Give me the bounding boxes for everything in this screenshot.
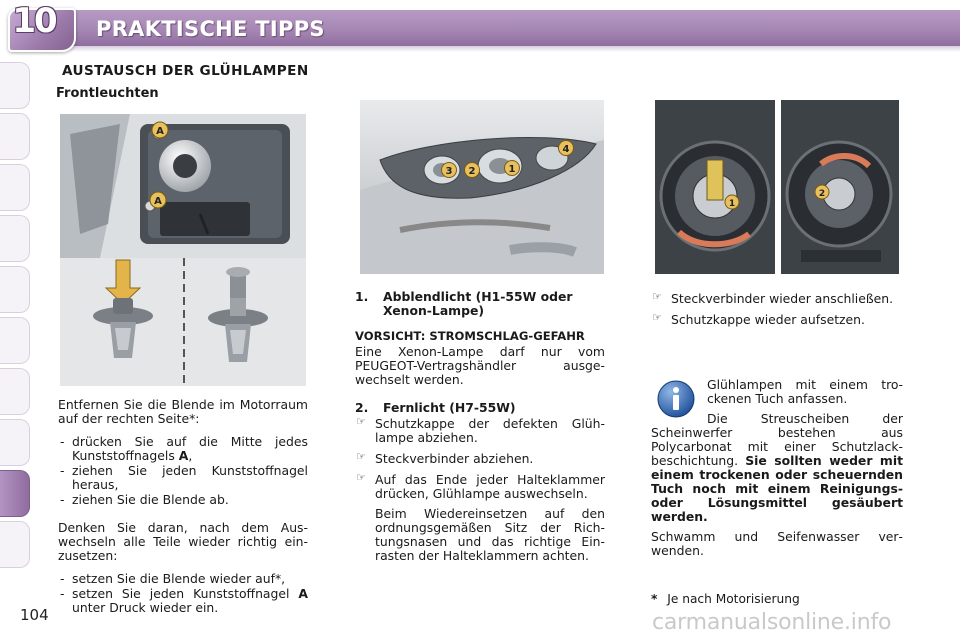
info-line-2-bold: Sie sollten weder mit einem trockenen oder scheuernden Tuch noch mit einem Reinigungs- oder Lösungsmittel gesäubert werden. [651, 453, 903, 525]
callout-1-rear [724, 194, 740, 210]
pointing-hand-icon: ☞ [356, 471, 366, 485]
bulb-housing-left-illustration [655, 100, 775, 274]
list-item [58, 572, 308, 586]
callout-4 [557, 139, 575, 157]
callout-2 [463, 161, 481, 179]
side-tab[interactable] [0, 62, 30, 109]
middle-column [355, 290, 605, 570]
step-text: setzen Sie jeden Kunststoffnagel [72, 586, 299, 602]
item-number: 1. [355, 289, 369, 304]
callout-a-bottom [148, 190, 168, 210]
step-text: Steckverbinder abziehen. [375, 451, 534, 467]
step-text-after: , [188, 448, 193, 464]
step-text: setzen Sie die Blende wieder auf*, [72, 571, 286, 587]
list-item [355, 452, 605, 466]
side-tab[interactable] [0, 164, 30, 211]
callout-3 [440, 161, 458, 179]
side-tab[interactable] [0, 215, 30, 262]
step-text: Schutzkappe wieder aufsetzen. [671, 312, 865, 328]
item-1-heading [355, 290, 605, 318]
dash-bullet: - [60, 571, 65, 587]
info-line-3: Schwamm und Seifenwasser verwenden. [651, 529, 903, 559]
callout-a-top [150, 120, 170, 140]
footnote-text: Je nach Motorisierung [667, 592, 800, 606]
footnote [651, 593, 800, 607]
clip-removal-illustration [60, 258, 306, 386]
list-item [651, 292, 903, 306]
dash-bullet: - [60, 492, 65, 508]
list-item [58, 464, 308, 492]
warning-text: Eine Xenon-Lampe darf nur vom PEUGEOT-Vertragshändler ausgewechselt werden. [355, 344, 605, 388]
side-tab[interactable] [0, 266, 30, 313]
callout-label: A [156, 126, 164, 137]
item-number: 2. [355, 400, 369, 416]
refit-steps [58, 572, 308, 615]
left-column [58, 398, 308, 624]
item-2-heading [355, 401, 605, 415]
pointing-hand-icon: ☞ [356, 415, 366, 429]
removal-steps [58, 435, 308, 507]
chapter-number: 10 [12, 1, 56, 41]
footnote-mark: * [651, 592, 658, 606]
headlight-illustration [360, 100, 604, 274]
step-text-bold: A [298, 586, 308, 602]
refit-intro: Denken Sie daran, nach dem Auswechseln alle Teile wieder richtig einzusetzen: [58, 520, 308, 564]
list-item [58, 435, 308, 463]
info-note [651, 378, 903, 564]
side-tab-active[interactable] [0, 470, 30, 517]
step-text: Steckverbinder wieder anschließen. [671, 291, 894, 306]
side-tab[interactable] [0, 521, 30, 568]
callout-label: 2 [818, 189, 826, 199]
list-item [355, 417, 605, 445]
list-item [58, 493, 308, 507]
side-tab[interactable] [0, 419, 30, 466]
step-continuation: Beim Wiedereinsetzen auf den ordnungsgemäßen Sitz der Richtungsnasen und das richtige Einrasten der Halteklammern achten. [375, 506, 605, 564]
bulb-housing-right-illustration [781, 100, 899, 274]
pointing-hand-icon: ☞ [356, 450, 366, 464]
step-text: drücken Sie auf die Mitte jedes Kunststoffnagels [72, 434, 308, 464]
step-text-after: unter Druck wieder ein. [72, 600, 219, 616]
dash-bullet: - [60, 586, 65, 602]
pointing-hand-icon: ☞ [652, 290, 662, 303]
callout-label: 3 [445, 166, 453, 177]
right-column-steps [651, 292, 903, 334]
side-tab[interactable] [0, 113, 30, 160]
fernlicht-steps [355, 417, 605, 563]
callout-label: 1 [508, 164, 516, 175]
list-item [355, 473, 605, 563]
step-text: Auf das Ende jeder Halteklammer drücken, Glühlampe auswechseln. [375, 472, 605, 502]
info-line-2-text: Die Streuscheiben der Scheinwerfer bestehen aus Polycarbonat mit einer Schutzlackbeschichtung. [651, 411, 903, 469]
callout-label: A [154, 196, 162, 207]
chapter-header [0, 0, 960, 52]
watermark: carmanualsonline.info [652, 610, 892, 635]
callout-label: 4 [562, 144, 570, 155]
item-title: Abblendlicht (H1-55W oder Xenon-Lampe) [383, 289, 573, 319]
chapter-side-tabs [0, 62, 32, 582]
info-line-2 [651, 412, 903, 524]
step-text: ziehen Sie die Blende ab. [72, 492, 229, 508]
subtitle: Frontleuchten [56, 86, 159, 101]
step-text-bold: A [178, 448, 189, 464]
callout-label: 2 [468, 166, 476, 177]
step-text: ziehen Sie jeden Kunststoffnagel heraus, [72, 463, 308, 493]
page-number: 104 [20, 606, 49, 624]
dash-bullet: - [60, 434, 65, 450]
section-title: AUSTAUSCH DER GLÜHLAMPEN [62, 63, 309, 79]
list-item [58, 587, 308, 615]
pointing-hand-icon: ☞ [652, 311, 662, 325]
chapter-title: PRAKTISCHE TIPPS [96, 17, 325, 41]
engine-bay-illustration [60, 114, 306, 258]
step-text: Schutzkappe der defekten Glühlampe abziehen. [375, 416, 605, 446]
callout-2-rear [814, 184, 830, 200]
removal-intro: Entfernen Sie die Blende im Motorraum auf der rechten Seite*: [58, 397, 308, 427]
warning-title: VORSICHT: STROMSCHLAG-GEFAHR [355, 329, 585, 344]
info-line-1: Glühlampen mit einem trockenen Tuch anfassen. [707, 377, 903, 407]
side-tab[interactable] [0, 317, 30, 364]
list-item [651, 313, 903, 327]
side-tab[interactable] [0, 368, 30, 415]
callout-1 [503, 159, 521, 177]
dash-bullet: - [60, 463, 65, 479]
refit-connector-steps [651, 292, 903, 327]
item-title: Fernlicht (H7-55W) [383, 400, 516, 416]
callout-label: 1 [728, 199, 736, 209]
